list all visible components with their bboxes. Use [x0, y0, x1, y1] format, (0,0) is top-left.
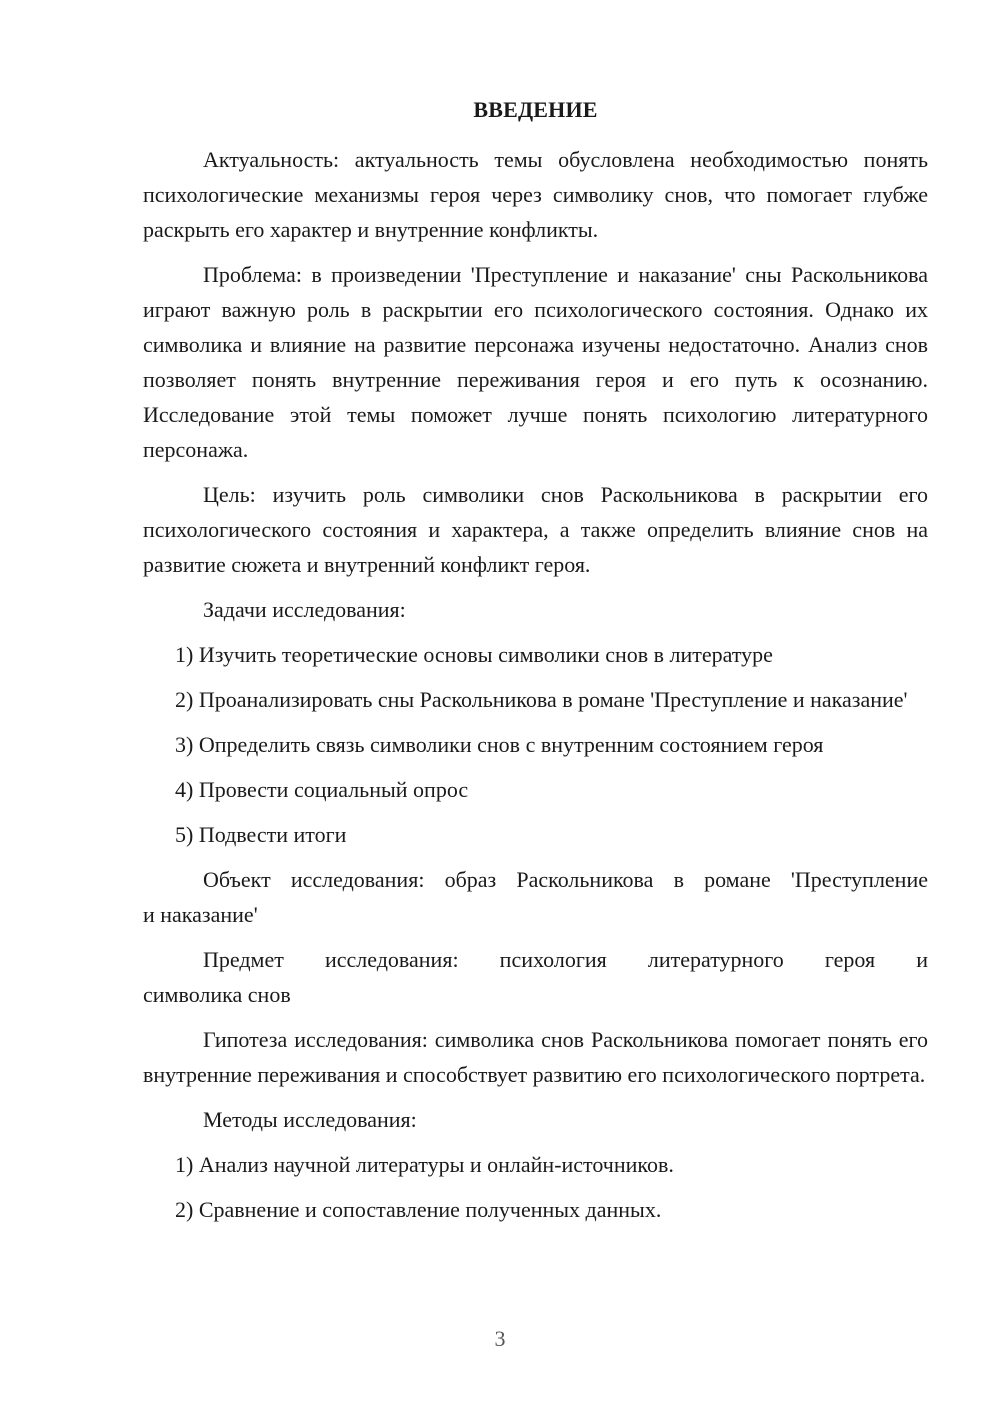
- subject-paragraph: [143, 942, 928, 1012]
- object-line: и наказание': [143, 902, 258, 927]
- subject-line: символика снов: [143, 982, 291, 1007]
- task-item: 2) Проанализировать сны Раскольникова в романе 'Преступление и наказание': [175, 687, 908, 712]
- method-item: 1) Анализ научной литературы и онлайн-источников.: [175, 1152, 674, 1177]
- task-item: 1) Изучить теоретические основы символики снов в литературе: [175, 642, 773, 667]
- task-item: 3) Определить связь символики снов с внутренним состоянием героя: [175, 732, 824, 757]
- page-number: 3: [494, 1326, 506, 1351]
- page-title: ВВЕДЕНИЕ: [473, 97, 598, 122]
- method-item: 2) Сравнение и сопоставление полученных данных.: [175, 1197, 662, 1222]
- methods-heading: Методы исследования:: [203, 1107, 417, 1132]
- object-paragraph: [143, 862, 928, 932]
- problem-paragraph: Проблема: в произведении 'Преступление и наказание' сны Раскольникова играют важную роль в раскрытии его психологического состояния. Однако их символика и влияние на развитие персонажа изучены недостаточно. Анализ снов позволяет понять внутренние переживания героя и его путь к осознанию. Исследование этой темы поможет лучше понять психологию литературного персонажа.: [143, 262, 928, 462]
- document-page: [143, 96, 928, 1237]
- task-item: 5) Подвести итоги: [175, 822, 347, 847]
- goal-paragraph: Цель: изучить роль символики снов Раскольникова в раскрытии его психологического состояния и характера, а также определить влияние снов на развитие сюжета и внутренний конфликт героя.: [143, 482, 928, 577]
- subject-line: Предмет исследования: психология литературного героя и: [203, 947, 928, 972]
- object-line: Объект исследования: образ Раскольникова в романе 'Преступление: [203, 867, 928, 892]
- task-item: 4) Провести социальный опрос: [175, 777, 469, 802]
- tasks-heading: Задачи исследования:: [203, 597, 406, 622]
- hypothesis-paragraph: Гипотеза исследования: символика снов Раскольникова помогает понять его внутренние переживания и способствует развитию его психологического портрета.: [143, 1027, 928, 1087]
- relevance-paragraph: Актуальность: актуальность темы обусловлена необходимостью понять психологические механизмы героя через символику снов, что помогает глубже раскрыть его характер и внутренние конфликты.: [143, 147, 928, 242]
